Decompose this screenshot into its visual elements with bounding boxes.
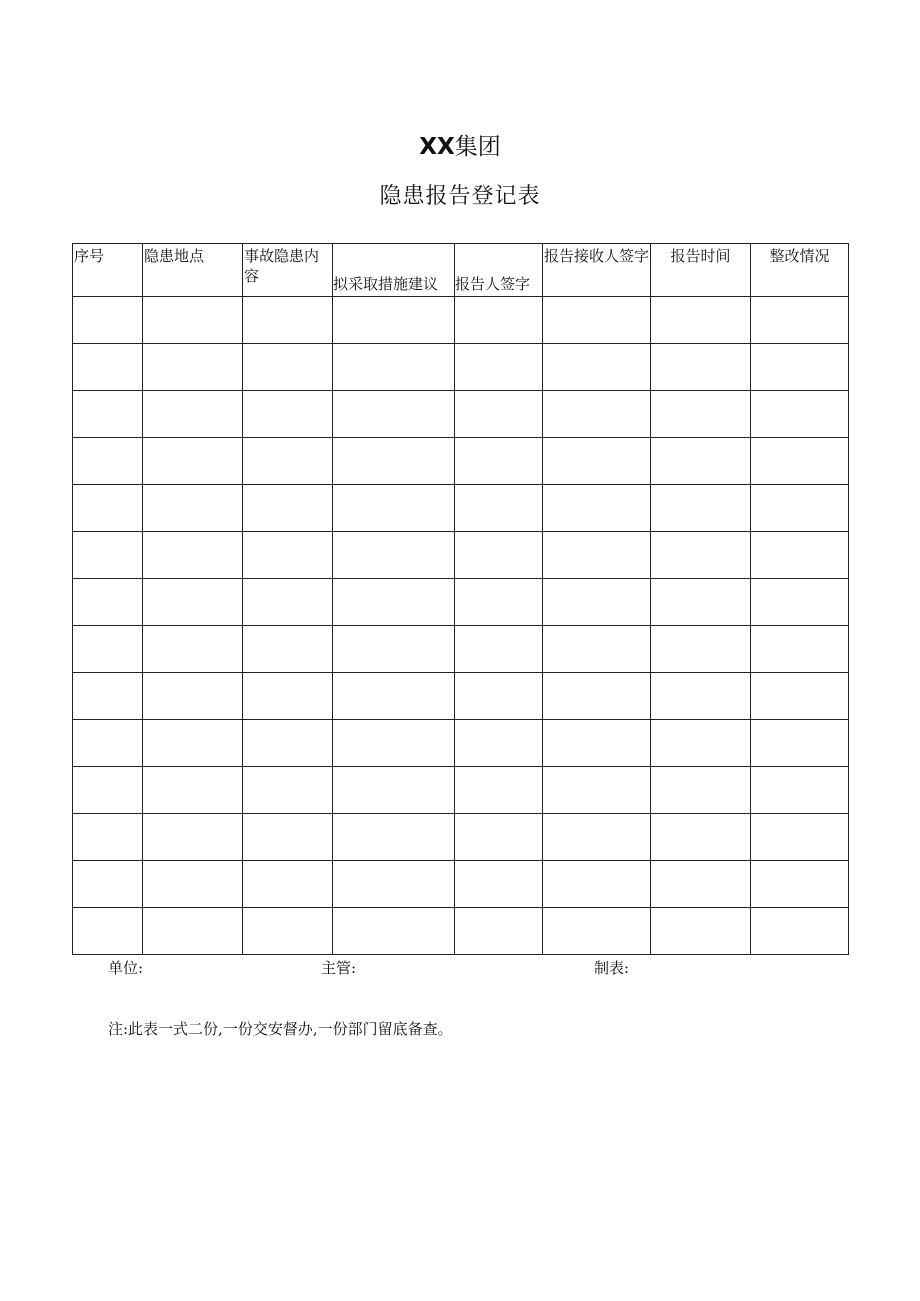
supervisor-label: 主管: — [321, 959, 357, 977]
table-cell[interactable] — [751, 579, 849, 626]
table-cell[interactable] — [333, 908, 455, 955]
table-cell[interactable] — [651, 532, 751, 579]
table-row — [73, 485, 849, 532]
table-cell[interactable] — [543, 861, 651, 908]
table-cell[interactable] — [143, 673, 243, 720]
table-cell[interactable] — [143, 532, 243, 579]
col-header-reporter-signature: 报告人签字 — [455, 244, 543, 297]
table-cell[interactable] — [243, 579, 333, 626]
table-cell[interactable] — [143, 579, 243, 626]
table-cell[interactable] — [455, 485, 543, 532]
table-cell[interactable] — [455, 579, 543, 626]
table-cell[interactable] — [455, 720, 543, 767]
table-cell[interactable] — [243, 297, 333, 344]
table-cell[interactable] — [333, 861, 455, 908]
table-cell[interactable] — [143, 908, 243, 955]
table-cell[interactable] — [143, 626, 243, 673]
table-cell[interactable] — [333, 673, 455, 720]
table-cell[interactable] — [143, 297, 243, 344]
table-cell[interactable] — [455, 908, 543, 955]
col-header-rectification: 整改情况 — [751, 244, 849, 297]
table-cell[interactable] — [333, 579, 455, 626]
table-cell[interactable] — [73, 297, 143, 344]
table-cell[interactable] — [543, 720, 651, 767]
table-row — [73, 861, 849, 908]
table-row — [73, 908, 849, 955]
table-cell[interactable] — [73, 485, 143, 532]
table-cell[interactable] — [651, 579, 751, 626]
table-cell[interactable] — [143, 720, 243, 767]
table-cell[interactable] — [651, 673, 751, 720]
table-cell[interactable] — [243, 861, 333, 908]
company-title — [0, 128, 920, 161]
table-cell[interactable] — [243, 344, 333, 391]
table-cell[interactable] — [333, 391, 455, 438]
table-cell[interactable] — [243, 908, 333, 955]
table-cell[interactable] — [455, 767, 543, 814]
table-cell[interactable] — [73, 626, 143, 673]
table-cell[interactable] — [455, 438, 543, 485]
table-cell[interactable] — [651, 344, 751, 391]
table-cell[interactable] — [143, 391, 243, 438]
table-cell[interactable] — [751, 814, 849, 861]
table-cell[interactable] — [243, 485, 333, 532]
table-cell[interactable] — [73, 438, 143, 485]
table-cell[interactable] — [543, 814, 651, 861]
table-cell[interactable] — [455, 673, 543, 720]
table-cell[interactable] — [143, 344, 243, 391]
table-cell[interactable] — [543, 908, 651, 955]
table-cell[interactable] — [333, 767, 455, 814]
table-cell[interactable] — [73, 720, 143, 767]
table-cell[interactable] — [651, 720, 751, 767]
table-row — [73, 814, 849, 861]
table-cell[interactable] — [333, 532, 455, 579]
col-header-location: 隐患地点 — [143, 244, 243, 297]
table-cell[interactable] — [751, 673, 849, 720]
table-cell[interactable] — [751, 626, 849, 673]
table-cell[interactable] — [73, 908, 143, 955]
table-cell[interactable] — [333, 626, 455, 673]
table-cell[interactable] — [143, 767, 243, 814]
table-cell[interactable] — [455, 814, 543, 861]
table-cell[interactable] — [751, 438, 849, 485]
table-cell[interactable] — [73, 814, 143, 861]
table-cell[interactable] — [243, 720, 333, 767]
table-cell[interactable] — [543, 344, 651, 391]
table-cell[interactable] — [543, 485, 651, 532]
table-cell[interactable] — [543, 391, 651, 438]
table-cell[interactable] — [751, 861, 849, 908]
table-cell[interactable] — [143, 814, 243, 861]
table-cell[interactable] — [751, 908, 849, 955]
table-cell[interactable] — [143, 485, 243, 532]
table-cell[interactable] — [455, 297, 543, 344]
table-cell[interactable] — [651, 438, 751, 485]
table-cell[interactable] — [243, 673, 333, 720]
hazard-register-table — [72, 243, 849, 955]
table-cell[interactable] — [455, 532, 543, 579]
table-cell[interactable] — [751, 485, 849, 532]
table-row — [73, 344, 849, 391]
table-cell[interactable] — [455, 391, 543, 438]
table-cell[interactable] — [651, 767, 751, 814]
col-header-serial: 序号 — [73, 244, 143, 297]
table-cell[interactable] — [333, 814, 455, 861]
table-cell[interactable] — [73, 673, 143, 720]
table-cell[interactable] — [73, 532, 143, 579]
table-cell[interactable] — [73, 579, 143, 626]
form-title: 隐患报告登记表 — [379, 184, 541, 209]
table-cell[interactable] — [751, 391, 849, 438]
company-name-prefix: XX — [419, 134, 455, 160]
table-cell[interactable] — [333, 297, 455, 344]
footnote: 注:此表一式二份,一份交安督办,一份部门留底备查。 — [108, 1020, 453, 1038]
table-cell[interactable] — [143, 438, 243, 485]
col-header-report-time: 报告时间 — [651, 244, 751, 297]
table-cell[interactable] — [455, 861, 543, 908]
table-cell[interactable] — [751, 532, 849, 579]
table-cell[interactable] — [455, 626, 543, 673]
table-cell[interactable] — [243, 626, 333, 673]
table-cell[interactable] — [543, 438, 651, 485]
table-cell[interactable] — [73, 861, 143, 908]
table-cell[interactable] — [751, 344, 849, 391]
preparer-label: 制表: — [594, 959, 630, 977]
table-cell[interactable] — [243, 814, 333, 861]
table-cell[interactable] — [73, 344, 143, 391]
table-cell[interactable] — [751, 297, 849, 344]
table-cell[interactable] — [543, 297, 651, 344]
table-cell[interactable] — [651, 626, 751, 673]
col-header-measures: 拟采取措施建议 — [333, 244, 455, 297]
table-row — [73, 673, 849, 720]
table-cell[interactable] — [543, 626, 651, 673]
table-cell[interactable] — [243, 767, 333, 814]
table-cell[interactable] — [543, 673, 651, 720]
table-cell[interactable] — [543, 532, 651, 579]
table-row — [73, 720, 849, 767]
table-row — [73, 532, 849, 579]
table-row — [73, 391, 849, 438]
table-cell[interactable] — [243, 532, 333, 579]
table-cell[interactable] — [73, 391, 143, 438]
unit-label: 单位: — [108, 959, 144, 977]
table-cell[interactable] — [651, 485, 751, 532]
table-row — [73, 626, 849, 673]
col-header-receiver-signature: 报告接收人签字 — [543, 244, 651, 297]
table-cell[interactable] — [651, 391, 751, 438]
table-row — [73, 438, 849, 485]
table-cell[interactable] — [73, 767, 143, 814]
table-cell[interactable] — [651, 861, 751, 908]
table-cell[interactable] — [651, 297, 751, 344]
table-cell[interactable] — [243, 438, 333, 485]
table-cell[interactable] — [543, 579, 651, 626]
table-cell[interactable] — [543, 767, 651, 814]
company-name-suffix: 集团 — [454, 134, 501, 160]
table-row — [73, 297, 849, 344]
table-cell[interactable] — [751, 767, 849, 814]
table-cell[interactable] — [333, 485, 455, 532]
table-cell[interactable] — [751, 720, 849, 767]
table-cell[interactable] — [143, 861, 243, 908]
table-cell[interactable] — [651, 814, 751, 861]
table-cell[interactable] — [333, 438, 455, 485]
table-row — [73, 767, 849, 814]
table-body — [73, 297, 849, 955]
table-cell[interactable] — [333, 720, 455, 767]
table-row — [73, 579, 849, 626]
table-cell[interactable] — [455, 344, 543, 391]
table-cell[interactable] — [333, 344, 455, 391]
table-cell[interactable] — [651, 908, 751, 955]
table-cell[interactable] — [243, 391, 333, 438]
col-header-hazard-content: 事故隐患内容 — [243, 244, 333, 297]
table-header-row — [73, 244, 849, 297]
